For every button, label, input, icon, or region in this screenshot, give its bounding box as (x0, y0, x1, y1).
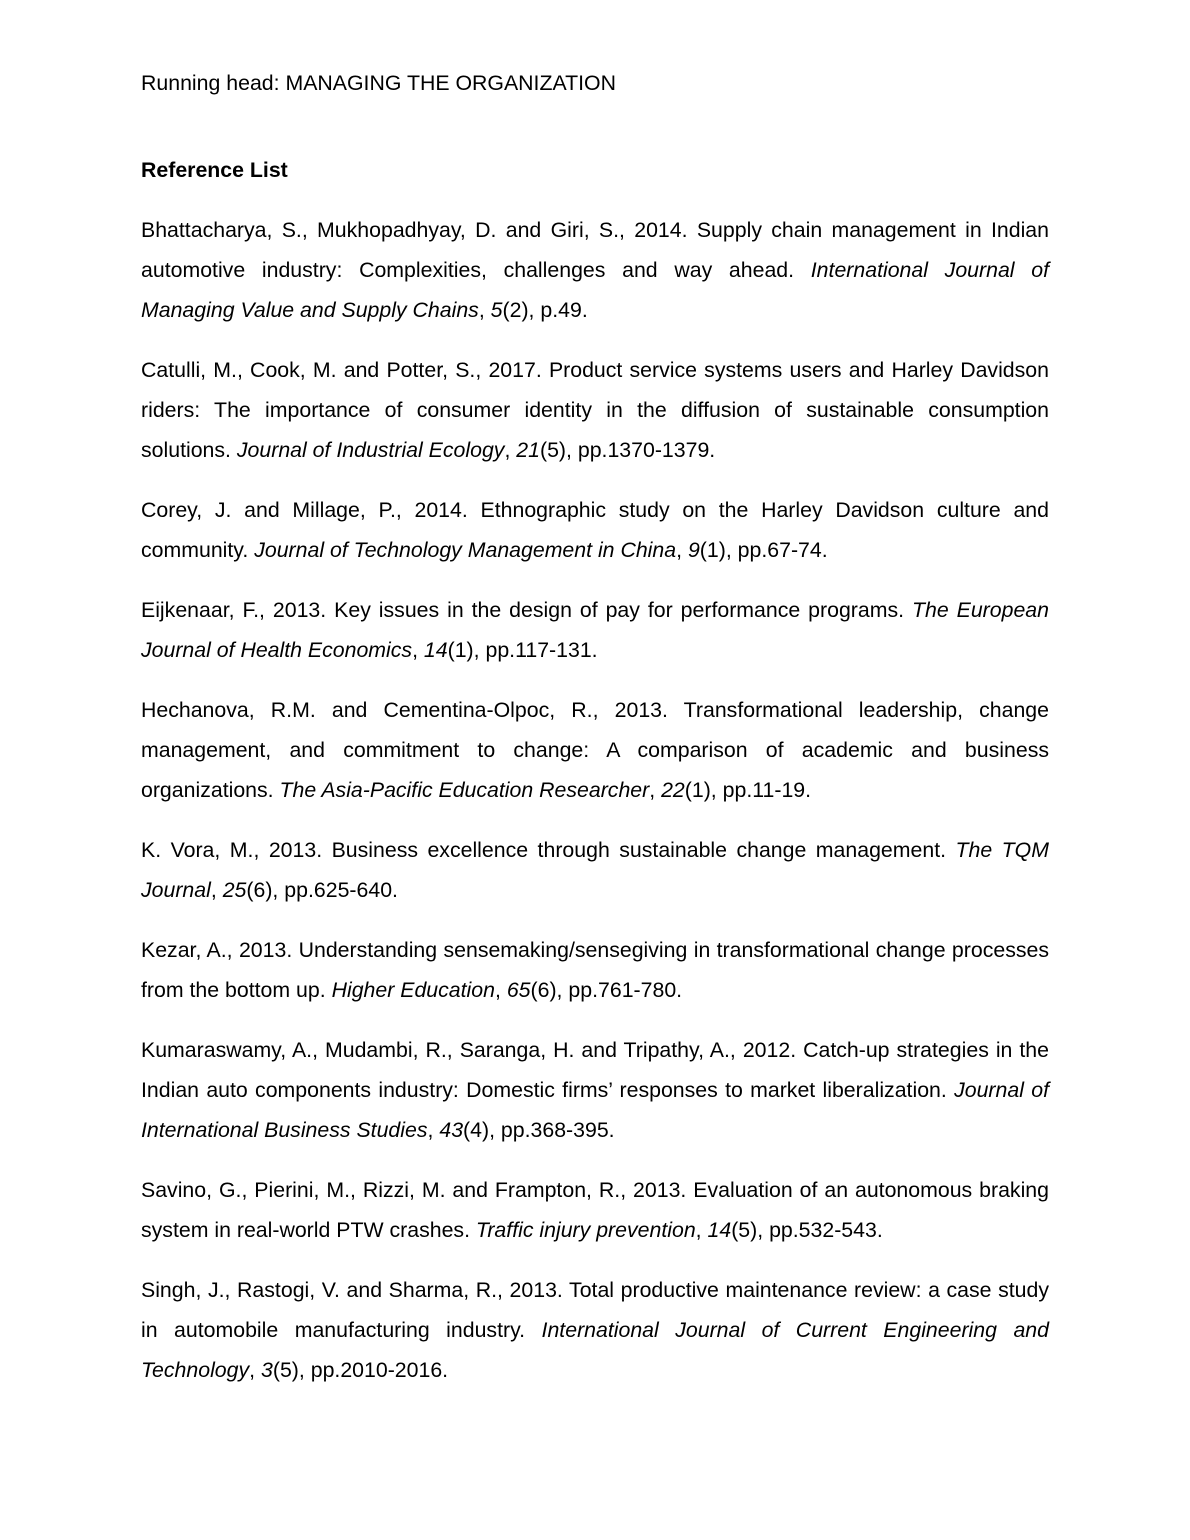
reference-separator: , (427, 1118, 440, 1142)
reference-journal: The European Journal of Health Economics (141, 598, 1049, 662)
reference-separator: , (695, 1218, 708, 1242)
reference-text: Hechanova, R.M. and Cementina-Olpoc, R., 2013. Transformational leadership, change management, and commitment to change: A comparison of academic and business organizations. (141, 698, 1049, 802)
reference-entry (141, 590, 1049, 670)
reference-separator: , (494, 978, 507, 1002)
reference-text: Savino, G., Pierini, M., Rizzi, M. and Frampton, R., 2013. Evaluation of an autonomous braking system in real-world PTW crashes. (141, 1178, 1049, 1242)
reference-entry (141, 830, 1049, 910)
reference-text: Kumaraswamy, A., Mudambi, R., Saranga, H. and Tripathy, A., 2012. Catch-up strategies in the Indian auto components industry: Domestic firms’ responses to market liberalization. (141, 1038, 1049, 1102)
reference-separator: , (249, 1358, 261, 1382)
reference-journal: Journal of Industrial Ecology (236, 438, 505, 462)
reference-issue-pages: (6), pp.625-640. (246, 878, 398, 902)
reference-volume: 3 (261, 1358, 273, 1382)
reference-issue-pages: (4), pp.368-395. (463, 1118, 615, 1142)
reference-text: Bhattacharya, S., Mukhopadhyay, D. and Giri, S., 2014. Supply chain management in Indian automotive industry: Complexities, challenges and way ahead. (141, 218, 1049, 282)
reference-entry (141, 1170, 1049, 1250)
reference-issue-pages: (5), pp.532-543. (731, 1218, 883, 1242)
reference-entry (141, 350, 1049, 470)
reference-issue-pages: (6), pp.761-780. (530, 978, 683, 1002)
reference-journal: Higher Education (331, 978, 495, 1002)
reference-issue-pages: (1), pp.117-131. (447, 638, 598, 662)
running-head: Running head: MANAGING THE ORGANIZATION (141, 71, 616, 95)
reference-volume: 25 (222, 878, 247, 902)
reference-issue-pages: (5), pp.2010-2016. (272, 1358, 449, 1382)
reference-text: Singh, J., Rastogi, V. and Sharma, R., 2013. Total productive maintenance review: a case study in automobile manufacturing industry. (141, 1278, 1049, 1342)
reference-journal: Journal of International Business Studies (141, 1078, 1049, 1142)
reference-separator: , (504, 438, 517, 462)
reference-text: Kezar, A., 2013. Understanding sensemaking/sensegiving in transformational change processes from the bottom up. (141, 938, 1049, 1002)
reference-volume: 43 (439, 1118, 464, 1142)
reference-entry (141, 1270, 1049, 1390)
reference-entry (141, 490, 1049, 570)
reference-volume: 22 (661, 778, 685, 802)
reference-journal: International Journal of Current Engineering and Technology (141, 1318, 1049, 1382)
reference-volume: 14 (707, 1218, 732, 1242)
reference-list (141, 210, 1049, 1410)
reference-text: Corey, J. and Millage, P., 2014. Ethnographic study on the Harley Davidson culture and community. (141, 498, 1049, 562)
reference-text: Catulli, M., Cook, M. and Potter, S., 2017. Product service systems users and Harley Davidson riders: The importance of consumer identity in the diffusion of sustainable consumption solutions. (141, 358, 1049, 462)
reference-volume: 14 (423, 638, 448, 662)
reference-entry (141, 930, 1049, 1010)
reference-entry (141, 210, 1049, 330)
reference-issue-pages: (2), p.49. (502, 298, 588, 322)
reference-journal: Traffic injury prevention (475, 1218, 696, 1242)
reference-volume: 65 (506, 978, 531, 1002)
reference-entry (141, 690, 1049, 810)
reference-journal: International Journal of Managing Value and Supply Chains (141, 258, 1049, 322)
reference-entry (141, 1030, 1049, 1150)
reference-separator: , (676, 538, 688, 562)
reference-list-heading: Reference List (141, 158, 288, 182)
reference-issue-pages: (1), pp.67-74. (699, 538, 828, 562)
reference-text: K. Vora, M., 2013. Business excellence through sustainable change management. (141, 838, 956, 862)
reference-journal: The Asia-Pacific Education Researcher (279, 778, 650, 802)
reference-volume: 5 (490, 298, 503, 322)
reference-journal: The TQM Journal (141, 838, 1049, 902)
reference-issue-pages: (5), pp.1370-1379. (539, 438, 716, 462)
reference-volume: 21 (516, 438, 540, 462)
reference-text: Eijkenaar, F., 2013. Key issues in the design of pay for performance programs. (141, 598, 912, 622)
reference-separator: , (412, 638, 424, 662)
reference-journal: Journal of Technology Management in China (254, 538, 677, 562)
reference-separator: , (649, 778, 662, 802)
reference-separator: , (210, 878, 223, 902)
reference-issue-pages: (1), pp.11-19. (684, 778, 812, 802)
reference-separator: , (478, 298, 491, 322)
reference-volume: 9 (687, 538, 700, 562)
